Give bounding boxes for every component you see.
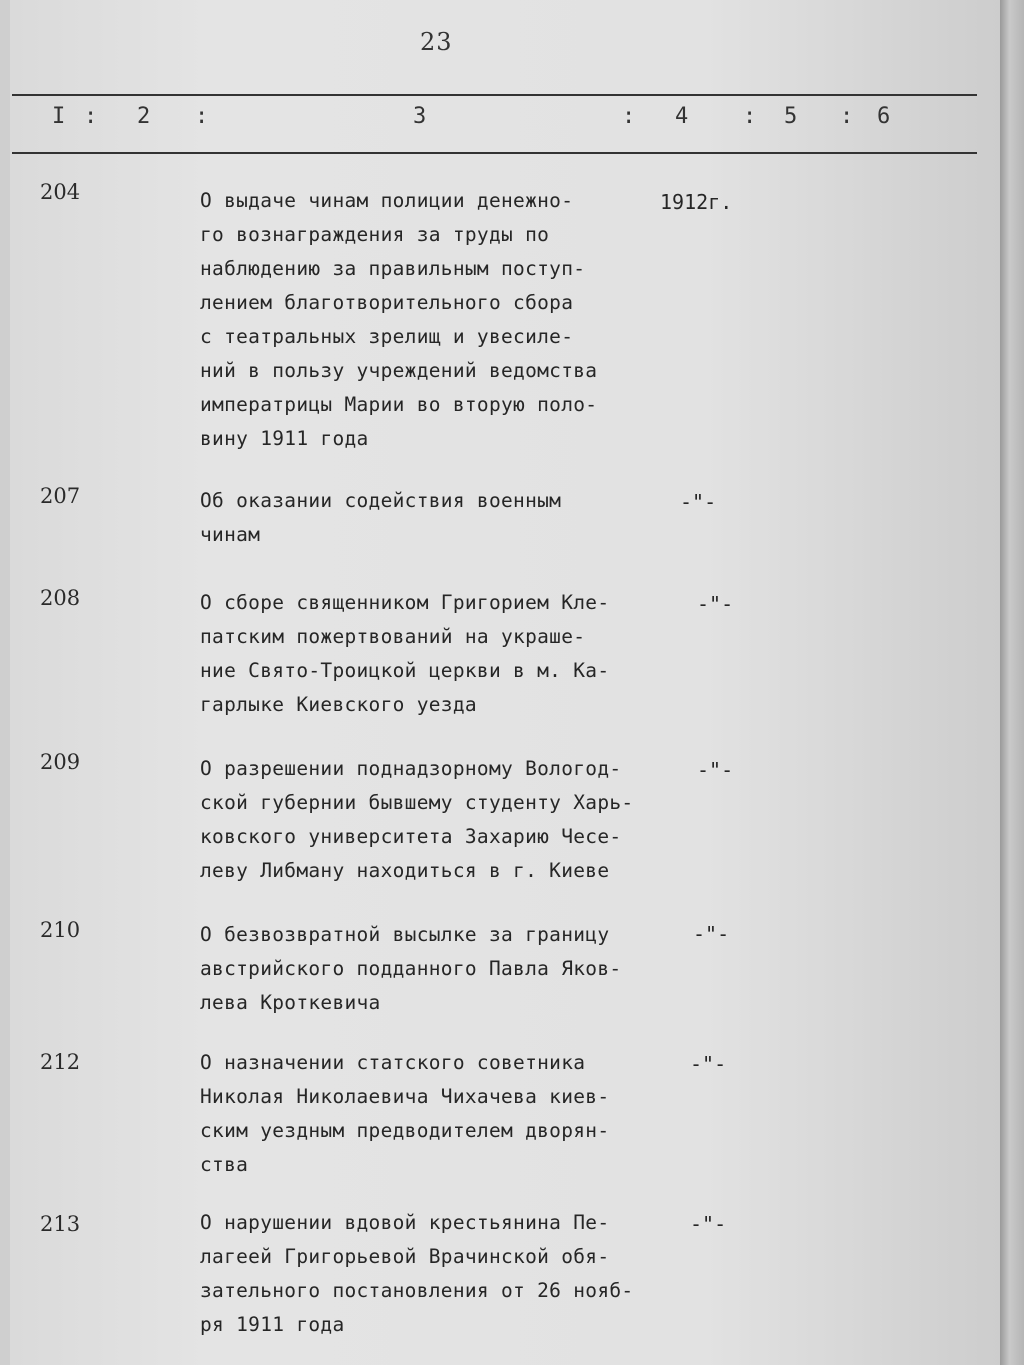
entry-year: -"-: [690, 1212, 727, 1236]
column-header-2: 2: [137, 104, 151, 129]
entry-number: 212: [40, 1050, 81, 1074]
entry-title-line: ря 1911 года: [200, 1313, 345, 1336]
entry-title-line: Николая Николаевича Чихачева киев-: [200, 1085, 610, 1108]
entry-title-line: лением благотворительного сбора: [200, 291, 574, 314]
entry-title-line: ковского университета Захарию Чесе-: [200, 825, 622, 848]
entry-title-line: О нарушении вдовой крестьянина Пе-: [200, 1211, 610, 1234]
header-rule-bottom: [12, 152, 977, 154]
entry-year: 1912г.: [660, 190, 733, 214]
entry-number: 213: [40, 1212, 81, 1236]
column-header-5: 5: [784, 104, 798, 129]
entry-title-line: леву Либману находиться в г. Киеве: [200, 859, 610, 882]
entry-number: 204: [40, 180, 81, 204]
entry-title: [200, 918, 670, 1020]
entry-year: -"-: [697, 592, 734, 616]
entry-title: [200, 184, 670, 456]
entry-title-line: О назначении статского советника: [200, 1051, 586, 1074]
column-header-3: 3: [413, 104, 427, 129]
entry-title: [200, 1206, 670, 1342]
entry-year: -"-: [680, 490, 717, 514]
entry-number: 210: [40, 918, 81, 942]
entry-number: 207: [40, 484, 81, 508]
column-header-1: I: [52, 104, 66, 129]
column-separator: :: [622, 104, 636, 129]
entry-title-line: вину 1911 года: [200, 427, 369, 450]
column-separator: :: [195, 104, 209, 129]
entry-title: [200, 752, 670, 888]
entry-title-line: О выдаче чинам полиции денежно-: [200, 189, 574, 212]
entry-title-line: го вознаграждения за труды по: [200, 223, 550, 246]
page-number: 23: [420, 28, 453, 56]
entry-title-line: ской губернии бывшему студенту Харь-: [200, 791, 634, 814]
column-separator: :: [840, 104, 854, 129]
entry-title-line: лева Кроткевича: [200, 991, 381, 1014]
entry-title-line: с театральных зрелищ и увесиле-: [200, 325, 574, 348]
column-separator: :: [84, 104, 98, 129]
entry-title-line: чинам: [200, 523, 261, 546]
entry-title: [200, 1046, 670, 1182]
entry-title-line: зательного постановления от 26 нояб-: [200, 1279, 634, 1302]
entry-title: [200, 586, 670, 722]
page-edge: [1000, 0, 1024, 1365]
entry-title-line: ским уездным предводителем дворян-: [200, 1119, 610, 1142]
entry-title-line: Об оказании содействия военным: [200, 489, 562, 512]
column-separator: :: [743, 104, 757, 129]
entry-title-line: императрицы Марии во вторую поло-: [200, 393, 598, 416]
entry-year: -"-: [690, 1052, 727, 1076]
column-header-4: 4: [675, 104, 689, 129]
entry-title-line: О разрешении поднадзорному Вологод-: [200, 757, 622, 780]
column-header-6: 6: [877, 104, 891, 129]
entry-title-line: патским пожертвований на украше-: [200, 625, 586, 648]
entry-title-line: лагеей Григорьевой Врачинской обя-: [200, 1245, 610, 1268]
entry-title-line: гарлыке Киевского уезда: [200, 693, 477, 716]
entry-number: 209: [40, 750, 81, 774]
header-rule-top: [12, 94, 977, 96]
entry-title-line: наблюдению за правильным поступ-: [200, 257, 586, 280]
entry-title-line: ние Свято-Троицкой церкви в м. Ка-: [200, 659, 610, 682]
entry-year: -"-: [693, 922, 730, 946]
entry-title-line: ний в пользу учреждений ведомства: [200, 359, 598, 382]
entry-title-line: О безвозвратной высылке за границу: [200, 923, 610, 946]
entry-title-line: О сборе священником Григорием Кле-: [200, 591, 610, 614]
entry-title-line: австрийского подданного Павла Яков-: [200, 957, 622, 980]
entry-title: [200, 484, 670, 552]
entry-title-line: ства: [200, 1153, 249, 1176]
entry-year: -"-: [697, 758, 734, 782]
entry-number: 208: [40, 586, 81, 610]
